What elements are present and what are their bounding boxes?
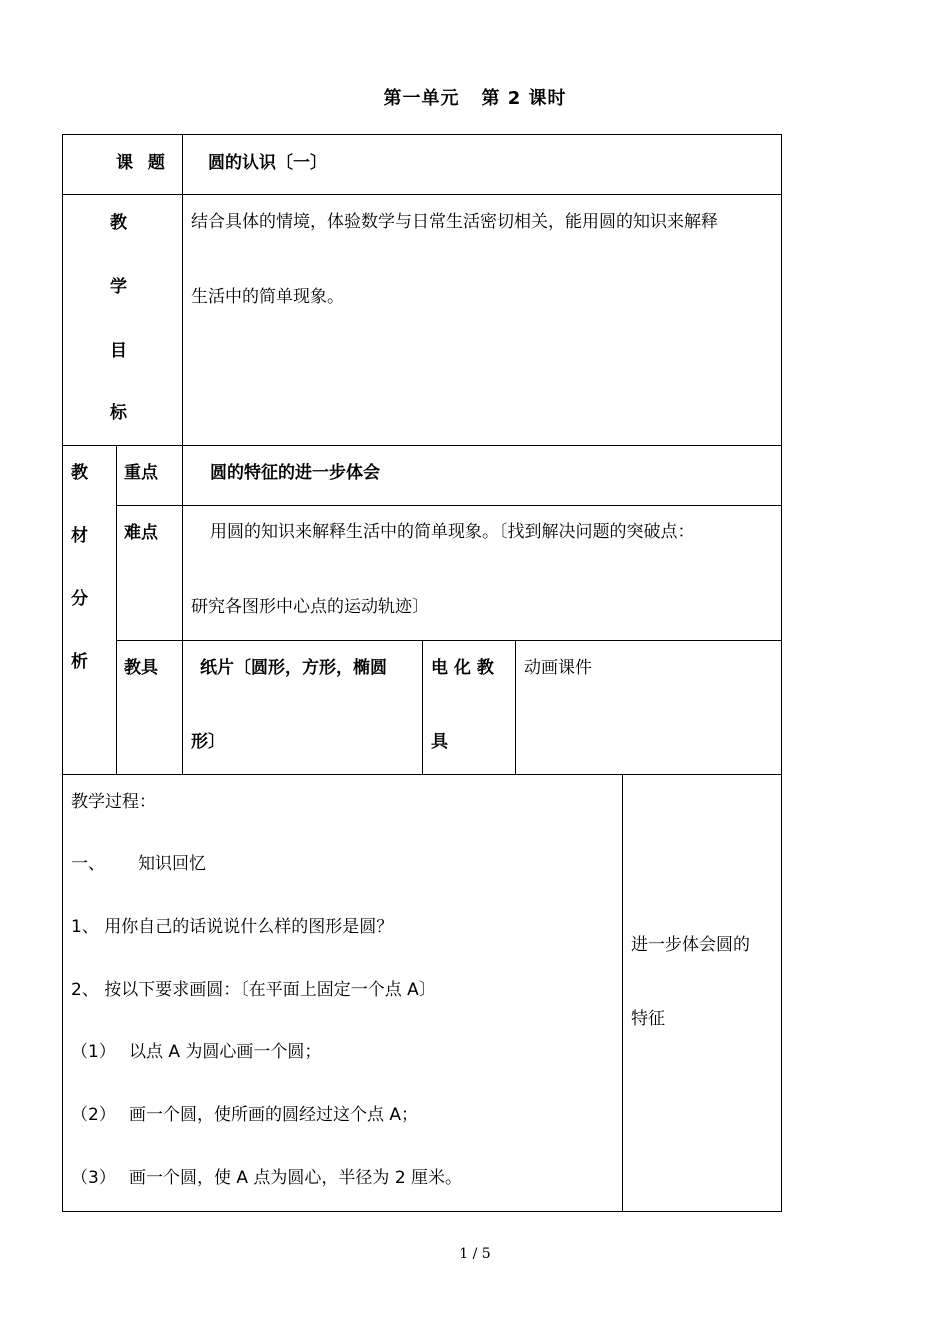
tools-value-line: 纸片〔圆形，方形，椭圆 — [200, 658, 387, 678]
page-number: 1 / 5 — [459, 1246, 491, 1262]
topic-value: 圆的认识〔一〕 — [208, 153, 327, 173]
analysis-label-char: 材 — [71, 526, 88, 546]
difficulty-text-line: 研究各图形中心点的运动轨迹〕 — [191, 597, 429, 617]
analysis-label-char: 教 — [71, 463, 88, 483]
row-divider — [62, 445, 782, 446]
row-divider — [62, 194, 782, 195]
objectives-text-line: 生活中的简单现象。 — [191, 287, 344, 307]
objectives-label-char: 标 — [110, 403, 127, 423]
difficulty-text-line: 用圆的知识来解释生活中的简单现象。〔找到解决问题的突破点： — [210, 522, 695, 542]
difficulty-label: 难点 — [124, 523, 158, 543]
list-item-number: （1） — [71, 1042, 116, 1062]
tools-value-line: 形〕 — [191, 732, 225, 752]
unit-label: 第一单元 — [383, 88, 460, 109]
analysis-label-char: 分 — [71, 589, 88, 609]
row-divider — [62, 774, 782, 775]
question-2: 2、 按以下要求画圆：〔在平面上固定一个点 A〕 — [71, 980, 436, 1000]
list-item-text: 画一个圆，使 A 点为圆心，半径为 2 厘米。 — [129, 1168, 463, 1188]
key-point-label: 重点 — [124, 463, 158, 483]
topic-label: 课 题 — [116, 153, 166, 173]
list-item-text: 画一个圆，使所画的圆经过这个点 A； — [129, 1105, 419, 1125]
column-divider — [515, 640, 516, 774]
objectives-text-line: 结合具体的情境，体验数学与日常生活密切相关，能用圆的知识来解释 — [191, 212, 718, 232]
tools-label: 教具 — [124, 658, 158, 678]
objectives-label-char: 目 — [110, 341, 127, 361]
row-divider — [116, 640, 782, 641]
list-item-number: （3） — [71, 1168, 116, 1188]
key-point-value: 圆的特征的进一步体会 — [210, 463, 380, 483]
list-item-text: 以点 A 为圆心画一个圆； — [129, 1042, 322, 1062]
list-item-number: （2） — [71, 1105, 116, 1125]
electronic-tools-value: 动画课件 — [524, 658, 592, 678]
column-divider — [182, 134, 183, 774]
electronic-tools-label: 电 化 教 — [431, 658, 494, 678]
column-divider — [116, 445, 117, 774]
section-title: 知识回忆 — [138, 854, 206, 874]
process-heading: 教学过程： — [71, 792, 156, 812]
side-note-line: 进一步体会圆的 — [631, 935, 750, 955]
column-divider — [422, 640, 423, 774]
question-1: 1、 用你自己的话说说什么样的图形是圆？ — [71, 917, 394, 937]
lesson-label: 第 2 课时 — [481, 88, 567, 109]
column-divider — [622, 774, 623, 1212]
analysis-label-char: 析 — [71, 652, 88, 672]
page-title — [0, 84, 950, 110]
objectives-label-char: 学 — [110, 277, 127, 297]
section-number: 一、 — [71, 854, 105, 874]
row-divider — [116, 505, 782, 506]
side-note-line: 特征 — [631, 1009, 665, 1029]
objectives-label-char: 教 — [110, 213, 127, 233]
electronic-tools-label: 具 — [431, 732, 448, 752]
